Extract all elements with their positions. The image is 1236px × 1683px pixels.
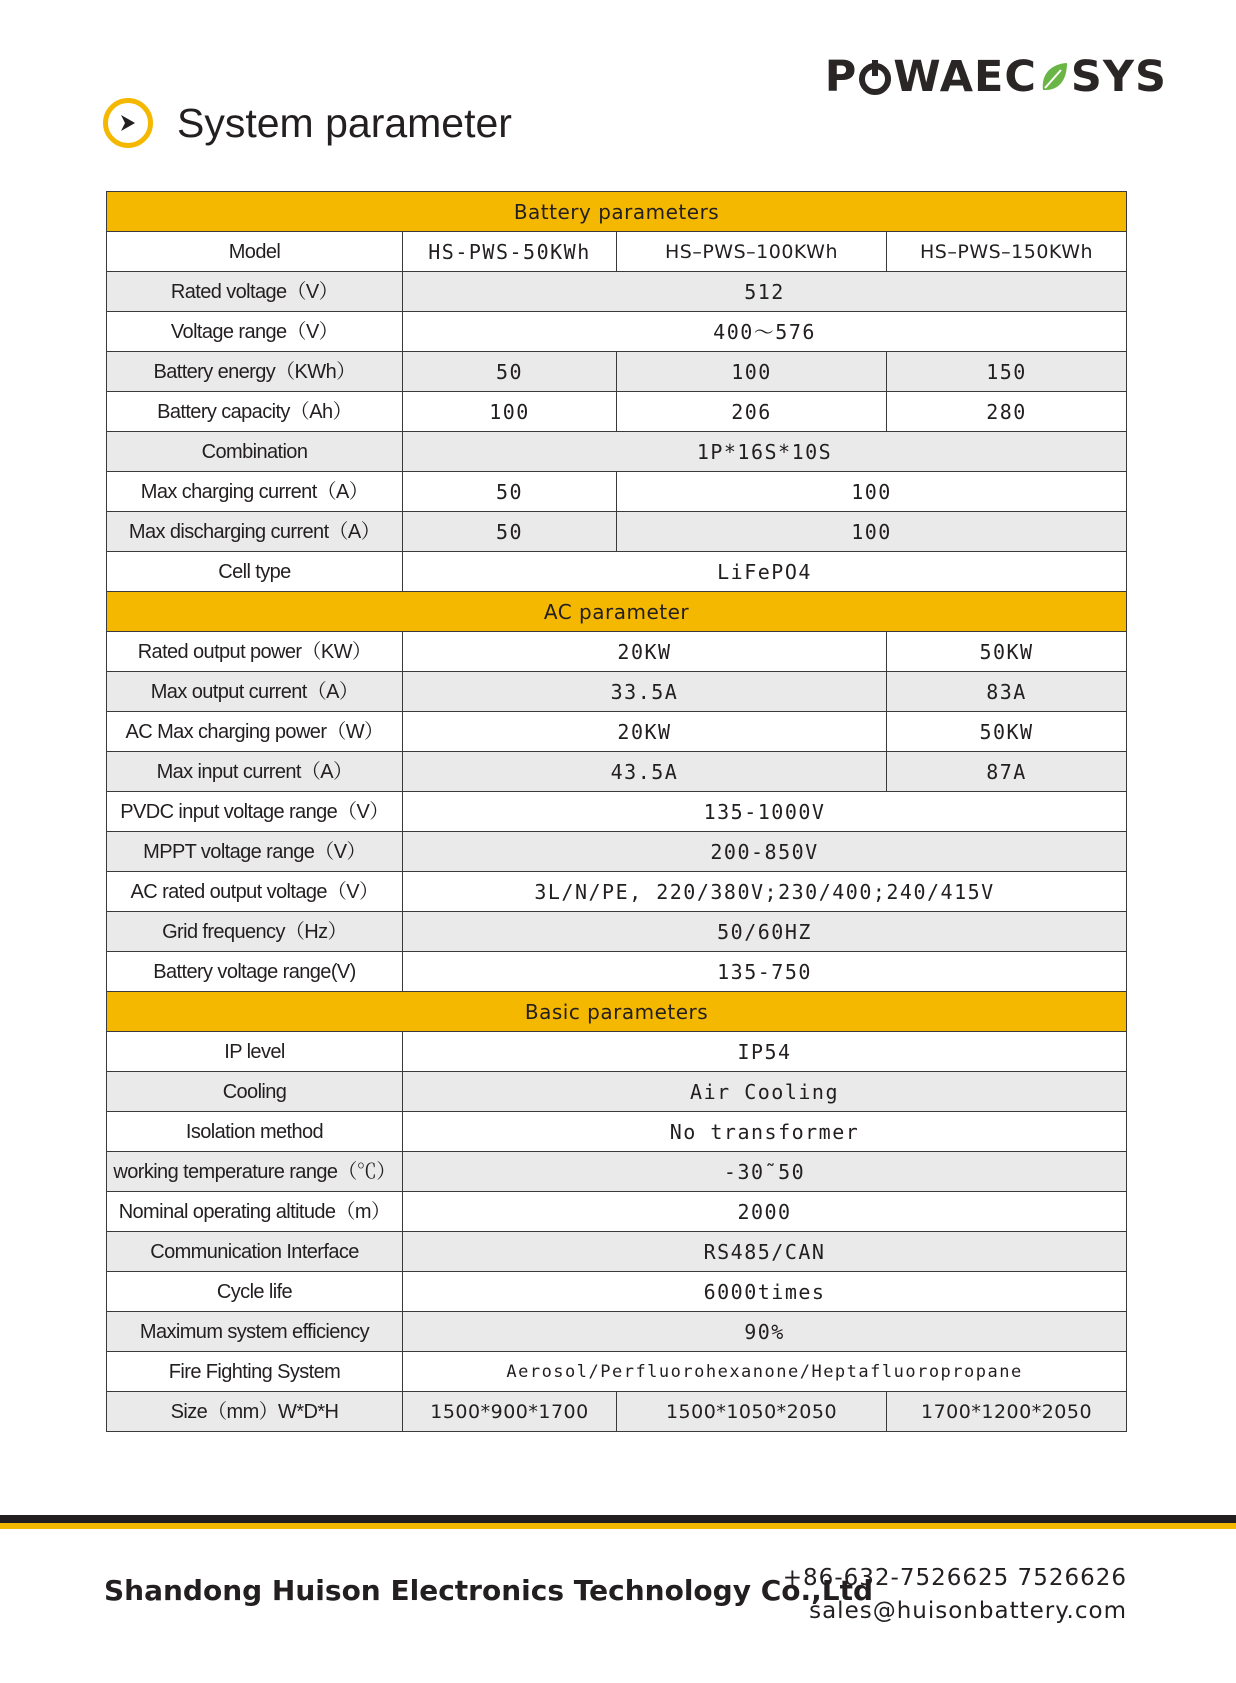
row-value: 1P*16S*10S	[403, 432, 1127, 472]
row-label: Isolation method	[107, 1112, 403, 1152]
brand-logo	[825, 52, 1167, 102]
table-row	[107, 1192, 1127, 1232]
row-value: 100	[617, 512, 1127, 552]
row-label: IP level	[107, 1032, 403, 1072]
table-row	[107, 1392, 1127, 1432]
section-header-basic	[107, 992, 1127, 1032]
row-value: 50/60HZ	[403, 912, 1127, 952]
row-value: 100	[617, 352, 887, 392]
row-label: Model	[107, 232, 403, 272]
row-value: 100	[403, 392, 617, 432]
footer-rule-dark	[0, 1515, 1236, 1523]
table-row	[107, 1032, 1127, 1072]
contact-block	[783, 1562, 1127, 1628]
row-value: 135-750	[403, 952, 1127, 992]
row-value: 90%	[403, 1312, 1127, 1352]
table-row	[107, 352, 1127, 392]
power-icon	[858, 59, 892, 95]
row-label: Max output current（A）	[107, 672, 403, 712]
row-value: LiFePO4	[403, 552, 1127, 592]
row-value: 83A	[887, 672, 1127, 712]
row-value: 50	[403, 352, 617, 392]
email-address: sales@huisonbattery.com	[809, 1598, 1127, 1624]
table-row	[107, 552, 1127, 592]
row-label: Rated output power（KW）	[107, 632, 403, 672]
row-label: Voltage range（V）	[107, 312, 403, 352]
table-row	[107, 272, 1127, 312]
row-value: Air Cooling	[403, 1072, 1127, 1112]
row-label: Size（mm）W*D*H	[107, 1392, 403, 1432]
table-row	[107, 1112, 1127, 1152]
row-label: AC Max charging power（W）	[107, 712, 403, 752]
row-value: 400～576	[403, 312, 1127, 352]
logo-text-mid: WAEC	[893, 52, 1037, 102]
row-label: Max charging current（A）	[107, 472, 403, 512]
row-value: 2000	[403, 1192, 1127, 1232]
phone-number: +86-632-7526625 7526626	[782, 1565, 1127, 1591]
table-row	[107, 232, 1127, 272]
section-header-ac	[107, 592, 1127, 632]
spec-table	[106, 191, 1127, 1432]
row-value: 3L/N/PE, 220/380V;230/400;240/415V	[403, 872, 1127, 912]
row-label: Grid frequency（Hz）	[107, 912, 403, 952]
row-value: 150	[887, 352, 1127, 392]
model-150: HS–PWS–150KWh	[887, 232, 1127, 272]
row-label: Battery capacity（Ah）	[107, 392, 403, 432]
table-row	[107, 752, 1127, 792]
row-value: -30˜50	[403, 1152, 1127, 1192]
row-value: RS485/CAN	[403, 1232, 1127, 1272]
row-value: 6000times	[403, 1272, 1127, 1312]
row-label: Maximum system efficiency	[107, 1312, 403, 1352]
model-50: HS-PWS-50KWh	[403, 232, 617, 272]
row-value: No transformer	[403, 1112, 1127, 1152]
table-row	[107, 672, 1127, 712]
row-value: Aerosol/Perfluorohexanone/Heptafluoropropane	[403, 1352, 1127, 1392]
table-row	[107, 1232, 1127, 1272]
row-value: 1700*1200*2050	[887, 1392, 1127, 1432]
row-label: MPPT voltage range（V）	[107, 832, 403, 872]
row-value: 50	[403, 512, 617, 552]
table-row	[107, 872, 1127, 912]
table-row	[107, 472, 1127, 512]
row-label: Cycle life	[107, 1272, 403, 1312]
section-title-ac: AC parameter	[107, 592, 1127, 632]
row-label: Battery voltage range(V)	[107, 952, 403, 992]
row-label: Battery energy（KWh）	[107, 352, 403, 392]
section-title	[103, 98, 512, 148]
row-label: Max discharging current（A）	[107, 512, 403, 552]
row-value: 20KW	[403, 632, 887, 672]
row-value: 33.5A	[403, 672, 887, 712]
row-label: Cell type	[107, 552, 403, 592]
section-title-battery: Battery parameters	[107, 192, 1127, 232]
row-value: IP54	[403, 1032, 1127, 1072]
table-row	[107, 1272, 1127, 1312]
table-row	[107, 312, 1127, 352]
leaf-icon	[1039, 60, 1069, 94]
row-value: 206	[617, 392, 887, 432]
table-row	[107, 632, 1127, 672]
row-value: 135-1000V	[403, 792, 1127, 832]
company-name: Shandong Huison Electronics Technology Co.,Ltd	[104, 1574, 874, 1607]
table-row	[107, 952, 1127, 992]
table-row	[107, 792, 1127, 832]
row-label: Rated voltage（V）	[107, 272, 403, 312]
row-label: Communication Interface	[107, 1232, 403, 1272]
footer-rule-accent	[0, 1523, 1236, 1529]
logo-text-left: P	[824, 52, 858, 102]
row-label: working temperature range（℃）	[107, 1152, 403, 1192]
row-value: 50KW	[887, 712, 1127, 752]
row-value: 43.5A	[403, 752, 887, 792]
row-value: 1500*900*1700	[403, 1392, 617, 1432]
row-value: 200-850V	[403, 832, 1127, 872]
row-value: 1500*1050*2050	[617, 1392, 887, 1432]
model-100: HS–PWS–100KWh	[617, 232, 887, 272]
row-label: Max input current（A）	[107, 752, 403, 792]
table-row	[107, 1312, 1127, 1352]
row-value: 50	[403, 472, 617, 512]
table-row	[107, 1352, 1127, 1392]
section-title-basic: Basic parameters	[107, 992, 1127, 1032]
table-row	[107, 912, 1127, 952]
row-value: 20KW	[403, 712, 887, 752]
page-title: System parameter	[177, 99, 512, 146]
table-row	[107, 1072, 1127, 1112]
row-label: AC rated output voltage（V）	[107, 872, 403, 912]
logo-text-right: SYS	[1070, 52, 1167, 102]
row-label: PVDC input voltage range（V）	[107, 792, 403, 832]
row-value: 87A	[887, 752, 1127, 792]
row-value: 100	[617, 472, 1127, 512]
row-label: Cooling	[107, 1072, 403, 1112]
table-row	[107, 392, 1127, 432]
chevron-right-icon	[103, 98, 153, 148]
table-row	[107, 512, 1127, 552]
row-value: 512	[403, 272, 1127, 312]
section-header-battery	[107, 192, 1127, 232]
row-value: 50KW	[887, 632, 1127, 672]
table-row	[107, 832, 1127, 872]
table-row	[107, 1152, 1127, 1192]
row-label: Combination	[107, 432, 403, 472]
table-row	[107, 712, 1127, 752]
row-label: Fire Fighting System	[107, 1352, 403, 1392]
table-row	[107, 432, 1127, 472]
row-value: 280	[887, 392, 1127, 432]
row-label: Nominal operating altitude（m）	[107, 1192, 403, 1232]
